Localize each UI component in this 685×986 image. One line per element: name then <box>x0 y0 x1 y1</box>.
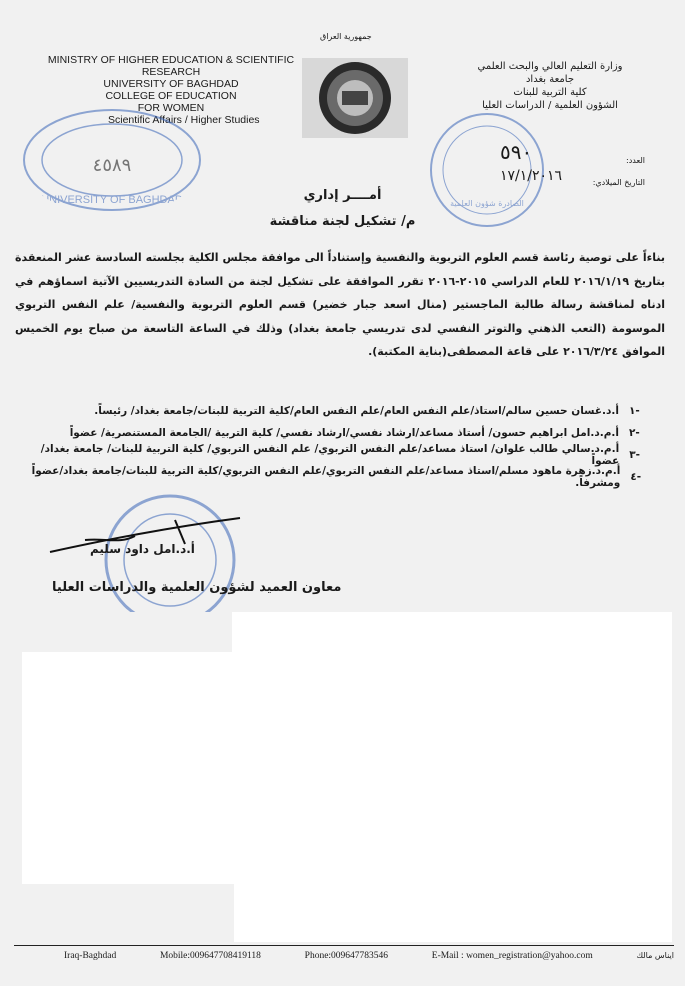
member-text: أ.م.د.زهرة ماهود مسلم/استاذ مساعد/علم النفس التربوي/علم النفس التربوي/كلية التربية للبنات/جامعة بغداد/عضواً ومشرفاً. <box>31 465 621 489</box>
republic-label: جمهورية العراق <box>320 32 372 41</box>
incoming-date: ١٧/١/٢٠١٦ <box>500 168 563 184</box>
footer-city: Iraq-Baghdad <box>64 951 117 961</box>
arabic-letterhead <box>445 60 655 112</box>
footer-divider <box>14 945 674 946</box>
footer-email: E-Mail : women_registration@yahoo.com <box>431 951 593 961</box>
member-number: -٤ <box>630 471 642 483</box>
letterhead-line: Scientific Affairs / Higher Studies <box>108 114 260 126</box>
date-label: التاريخ الميلادي: <box>592 178 645 187</box>
subject-line: م/ تشكيل لجنة مناقشة <box>269 214 416 229</box>
stamp-number: ٤٥٨٩ <box>92 155 132 176</box>
committee-members <box>15 400 655 488</box>
letterhead-line: الشؤون العلمية / الدراسات العليا <box>482 100 618 111</box>
footer-phone: Phone:009647783546 <box>304 951 389 961</box>
footer-mobile: Mobile:009647708419118 <box>159 951 261 961</box>
incoming-number: ٥٩٠ <box>500 140 533 164</box>
member-number: -٢ <box>629 427 640 439</box>
letterhead-line: UNIVERSITY OF BAGHDAD <box>103 78 239 90</box>
footer <box>14 951 674 961</box>
member-text: أ.م.د.سالي طالب علوان/ استاذ مساعد/علم النفس التربوي/ علم النفس التربوي/ كلية التربية للبنات/ جامعة بغداد/ عضواً <box>40 443 620 467</box>
member-text: أ.د.غسان حسين سالم/استاذ/علم النفس العام/علم النفس العام/كلية التربية للبنات/جامعة بغداد/ رئيساً. <box>94 405 619 417</box>
member-number: -١ <box>629 405 640 417</box>
redaction-notch <box>22 612 232 652</box>
letterhead-line: جامعة بغداد <box>525 74 575 85</box>
stamp-bottom-text: الصادرة شؤون العلمية <box>450 199 524 208</box>
member-item <box>15 400 655 422</box>
member-number: -٣ <box>629 449 641 461</box>
member-item <box>15 422 655 444</box>
member-text: أ.م.د.امل ابراهيم حسون/ أستاذ مساعد/ارشاد نفسي/ارشاد نفسي/ كلية التربية /الجامعة المستنصرية/ عضواً <box>69 427 619 439</box>
order-body: بناءاً على توصية رئاسة قسم العلوم التربوية والنفسية وإستناداً الى موافقة مجلس الكلية بجلسته السادسة عشر المنعقدة بتاريخ ٢٠١٦/١/١٩ للعام الدراسي ٢٠١٥-٢٠١٦ تقرر الموافقة على تشكيل لجنة من السادة التدريسيين الآتية اسماؤهم في ادناه لمناقشة رسالة طالبة الماجستير (منال اسعد جبار خضير) قسم العلوم التربوية والنفسية/ علم النفس التربوي الموسومة (التعب الذهني والتوتر النفسي لدى تدريسي جامعة بغداد) وذلك في الساعة التاسعة من صباح يوم الخميس الموافق ٢٠١٦/٣/٢٤ على قاعة المصطفى(بناية المكتبة). <box>15 251 665 358</box>
letterhead-line: COLLEGE OF EDUCATION <box>105 90 237 102</box>
signer-name: أ.د.امل داود سليم <box>90 542 195 556</box>
footer-typist: ايناس مالك <box>636 951 674 960</box>
member-item <box>15 466 655 488</box>
redacted-area <box>22 612 672 884</box>
letterhead-line: FOR WOMEN <box>137 102 205 114</box>
stamp-ring-text: UNIVERSITY OF BAGHDAD <box>41 194 183 206</box>
member-item <box>15 444 655 466</box>
letterhead-line: وزارة التعليم العالي والبحث العلمي <box>477 61 623 72</box>
college-seal-logo <box>302 58 408 138</box>
signer-title: معاون العميد لشؤون العلمية والدراسات العليا <box>52 580 342 595</box>
letterhead-line: MINISTRY OF HIGHER EDUCATION & SCIENTIFIC RESEARCH <box>47 54 295 78</box>
redacted-area-lower <box>234 884 672 942</box>
letterhead-line: كلية التربية للبنات <box>513 87 587 98</box>
order-title: أمــــر إداري <box>303 188 382 203</box>
number-label: العدد: <box>626 156 645 165</box>
